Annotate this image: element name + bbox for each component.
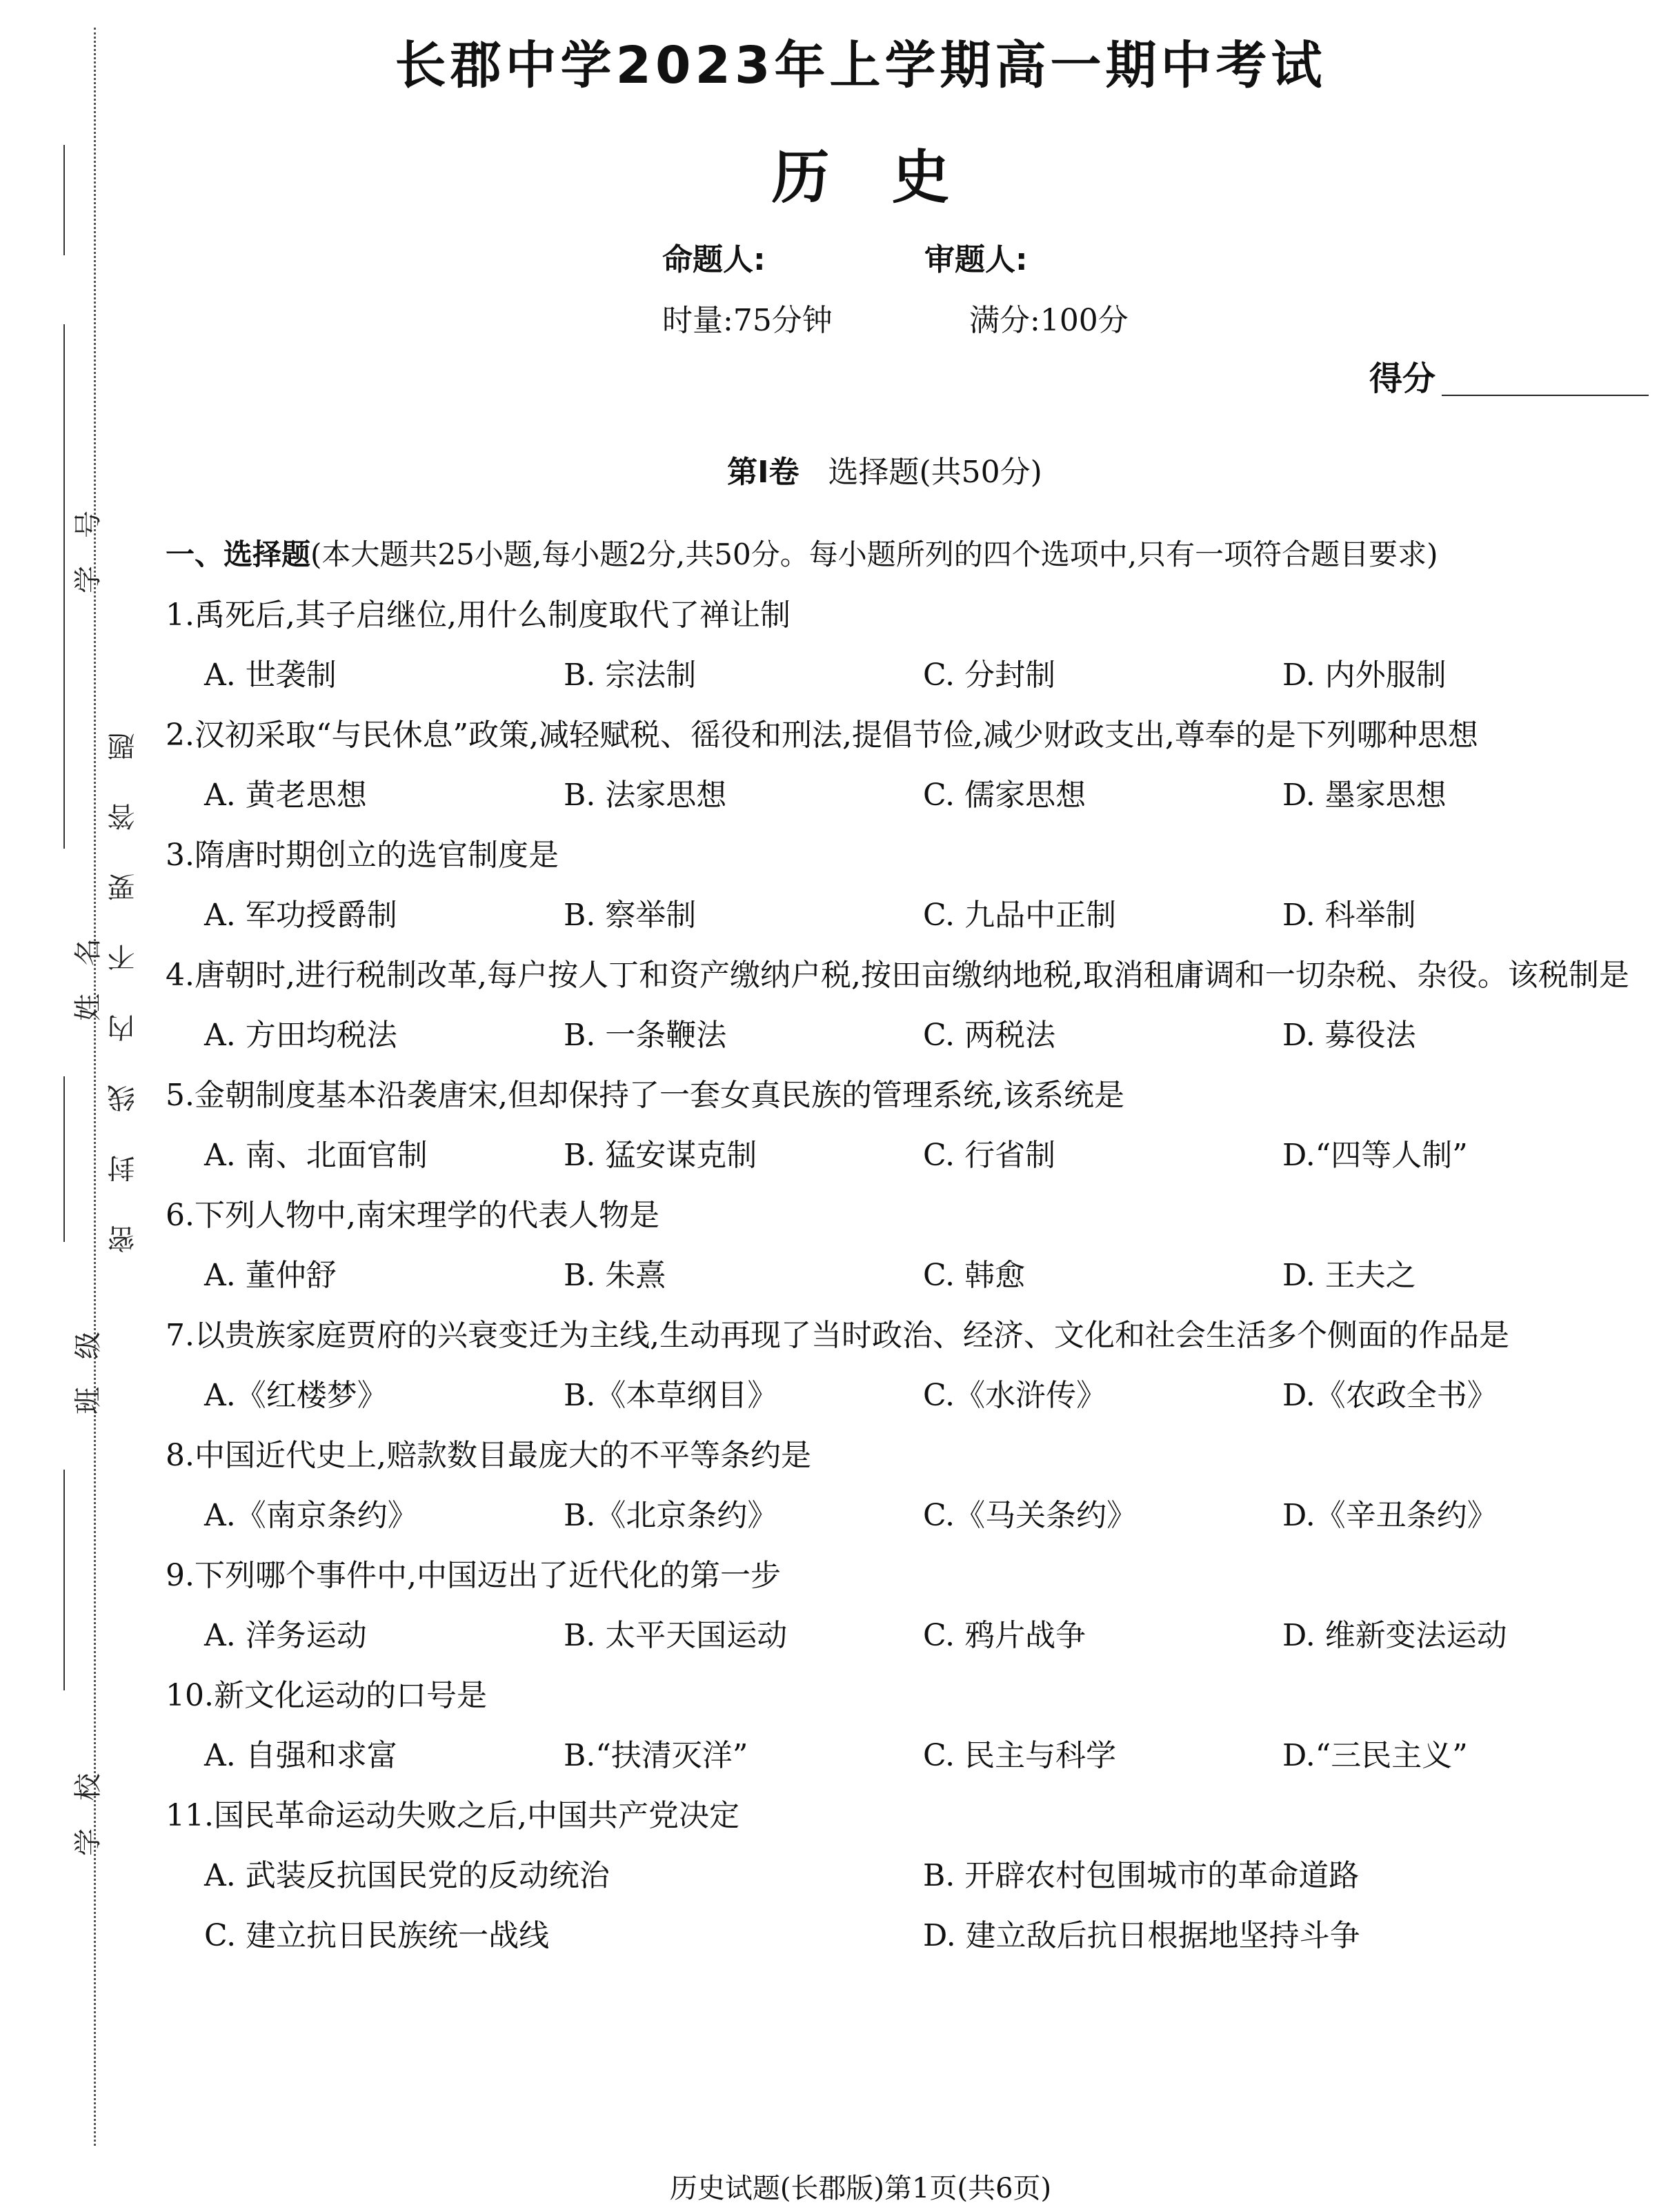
- option-row: [166, 645, 1642, 705]
- option-d[interactable]: D. 科举制: [1282, 898, 1416, 933]
- question-stem: 6.下列人物中,南宋理学的代表人物是: [166, 1198, 659, 1233]
- option-b[interactable]: B. 太平天国运动: [564, 1618, 788, 1653]
- option-c[interactable]: C.《马关条约》: [923, 1498, 1138, 1533]
- option-c[interactable]: C. 儒家思想: [923, 778, 1086, 813]
- option-d[interactable]: D. 王夫之: [1282, 1258, 1416, 1293]
- option-b[interactable]: B.《北京条约》: [564, 1498, 778, 1533]
- option-b[interactable]: B. 法家思想: [564, 778, 727, 813]
- instructions-head: 一、选择题: [166, 537, 311, 571]
- school-blank[interactable]: [63, 1470, 65, 1690]
- class-label: 班级: [72, 1304, 104, 1414]
- setter-label: 命题人:: [662, 242, 766, 277]
- option-row: [166, 1846, 1642, 1906]
- option-b[interactable]: B. 开辟农村包围城市的革命道路: [923, 1858, 1360, 1893]
- question-stem: 2.汉初采取“与民休息”政策,减轻赋税、徭役和刑法,提倡节俭,减少财政支出,尊奉的是下列哪种思想: [166, 718, 1478, 753]
- time-limit: 时量:75分钟: [662, 303, 833, 338]
- school-label: 学校: [72, 1746, 104, 1856]
- instructions-body: (本大题共25小题,每小题2分,共50分。每小题所列的四个选项中,只有一项符合题目要求): [310, 537, 1438, 571]
- question-7: [166, 1305, 1642, 1425]
- question-1: [166, 585, 1642, 705]
- question-list: [166, 524, 1642, 1966]
- option-d[interactable]: D. 建立敌后抗日根据地坚持斗争: [923, 1918, 1360, 1953]
- option-d[interactable]: D. 维新变法运动: [1282, 1618, 1507, 1653]
- option-a[interactable]: A. 世袭制: [204, 658, 337, 693]
- option-d[interactable]: D.《辛丑条约》: [1282, 1498, 1498, 1533]
- section-title: 第Ⅰ卷: [727, 455, 799, 490]
- question-stem: 9.下列哪个事件中,中国迈出了近代化的第一步: [166, 1558, 781, 1593]
- question-9: [166, 1546, 1642, 1666]
- question-3: [166, 825, 1642, 945]
- option-b[interactable]: B. 宗法制: [564, 658, 697, 693]
- option-d[interactable]: D.《农政全书》: [1282, 1378, 1498, 1413]
- option-a[interactable]: A. 洋务运动: [204, 1618, 367, 1653]
- option-a[interactable]: A.《红楼梦》: [204, 1378, 388, 1413]
- question-stem: 5.金朝制度基本沿袭唐宋,但却保持了一套女真民族的管理系统,该系统是: [166, 1078, 1124, 1113]
- option-row: [166, 1125, 1642, 1185]
- student-id-label: 学号: [72, 483, 104, 593]
- question-8: [166, 1425, 1642, 1546]
- class-blank[interactable]: [63, 1076, 65, 1242]
- name-blank[interactable]: [63, 324, 65, 849]
- option-b[interactable]: B.《本草纲目》: [564, 1378, 778, 1413]
- option-row: [166, 1245, 1642, 1305]
- option-c[interactable]: C. 韩愈: [923, 1258, 1026, 1293]
- seal-warning-text: 密封线内不要答题: [108, 690, 139, 1253]
- question-stem: 1.禹死后,其子启继位,用什么制度取代了禅让制: [166, 598, 791, 633]
- option-row: [166, 1906, 1642, 1966]
- question-stem: 11.国民革命运动失败之后,中国共产党决定: [166, 1798, 739, 1833]
- option-a[interactable]: A.《南京条约》: [204, 1498, 418, 1533]
- option-a[interactable]: A. 武装反抗国民党的反动统治: [204, 1858, 610, 1893]
- option-c[interactable]: C.《水浒传》: [923, 1378, 1107, 1413]
- score-blank[interactable]: [1442, 395, 1649, 396]
- option-row: [166, 1485, 1642, 1546]
- option-row: [166, 1365, 1642, 1425]
- question-stem: 3.隋唐时期创立的选官制度是: [166, 838, 559, 873]
- full-score: 满分:100分: [969, 303, 1129, 338]
- name-label: 姓名: [72, 911, 104, 1021]
- option-c[interactable]: C. 鸦片战争: [923, 1618, 1086, 1653]
- option-a[interactable]: A. 黄老思想: [204, 778, 367, 813]
- option-d[interactable]: D. 墨家思想: [1282, 778, 1447, 813]
- page-footer: 历史试题(长郡版)第1页(共6页): [669, 2173, 1052, 2204]
- option-a[interactable]: A. 董仲舒: [204, 1258, 337, 1293]
- option-a[interactable]: A. 方田均税法: [204, 1018, 397, 1053]
- option-c[interactable]: C. 分封制: [923, 658, 1056, 693]
- option-d[interactable]: D. 内外服制: [1282, 658, 1447, 693]
- option-row: [166, 1005, 1642, 1065]
- option-row: [166, 885, 1642, 945]
- option-a[interactable]: A. 自强和求富: [204, 1738, 397, 1773]
- subject-title: 历史: [771, 144, 1012, 211]
- option-b[interactable]: B.“扶清灭洋”: [564, 1738, 748, 1773]
- option-b[interactable]: B. 朱熹: [564, 1258, 666, 1293]
- option-d[interactable]: D.“四等人制”: [1282, 1138, 1468, 1173]
- option-c[interactable]: C. 建立抗日民族统一战线: [204, 1918, 550, 1953]
- option-d[interactable]: D. 募役法: [1282, 1018, 1416, 1053]
- question-4: [166, 945, 1642, 1065]
- option-c[interactable]: C. 行省制: [923, 1138, 1056, 1173]
- question-stem: 4.唐朝时,进行税制改革,每户按人丁和资产缴纳户税,按田亩缴纳地税,取消租庸调和一切杂税、杂役。该税制是: [166, 958, 1629, 993]
- option-row: [166, 765, 1642, 825]
- option-c[interactable]: C. 两税法: [923, 1018, 1056, 1053]
- option-a[interactable]: A. 军功授爵制: [204, 898, 397, 933]
- option-b[interactable]: B. 一条鞭法: [564, 1018, 727, 1053]
- option-b[interactable]: B. 察举制: [564, 898, 697, 933]
- reviewer-label: 审题人:: [924, 242, 1028, 277]
- score-label: 得分: [1369, 359, 1436, 398]
- option-row: [166, 1606, 1642, 1666]
- section-heading: [0, 447, 1659, 491]
- instructions: [166, 524, 1642, 585]
- question-2: [166, 705, 1642, 825]
- question-stem: 10.新文化运动的口号是: [166, 1678, 487, 1713]
- option-d[interactable]: D.“三民主义”: [1282, 1738, 1468, 1773]
- option-b[interactable]: B. 猛安谋克制: [564, 1138, 757, 1173]
- option-row: [166, 1726, 1642, 1786]
- question-stem: 8.中国近代史上,赔款数目最庞大的不平等条约是: [166, 1438, 811, 1473]
- option-c[interactable]: C. 九品中正制: [923, 898, 1117, 933]
- section-subtitle: 选择题(共50分): [828, 455, 1042, 490]
- question-10: [166, 1666, 1642, 1786]
- option-a[interactable]: A. 南、北面官制: [204, 1138, 428, 1173]
- question-stem: 7.以贵族家庭贾府的兴衰变迁为主线,生动再现了当时政治、经济、文化和社会生活多个侧面的作品是: [166, 1318, 1509, 1353]
- exam-title: 长郡中学2023年上学期高一期中考试: [395, 36, 1327, 95]
- question-5: [166, 1065, 1642, 1185]
- question-6: [166, 1185, 1642, 1305]
- question-11: [166, 1786, 1642, 1966]
- option-c[interactable]: C. 民主与科学: [923, 1738, 1117, 1773]
